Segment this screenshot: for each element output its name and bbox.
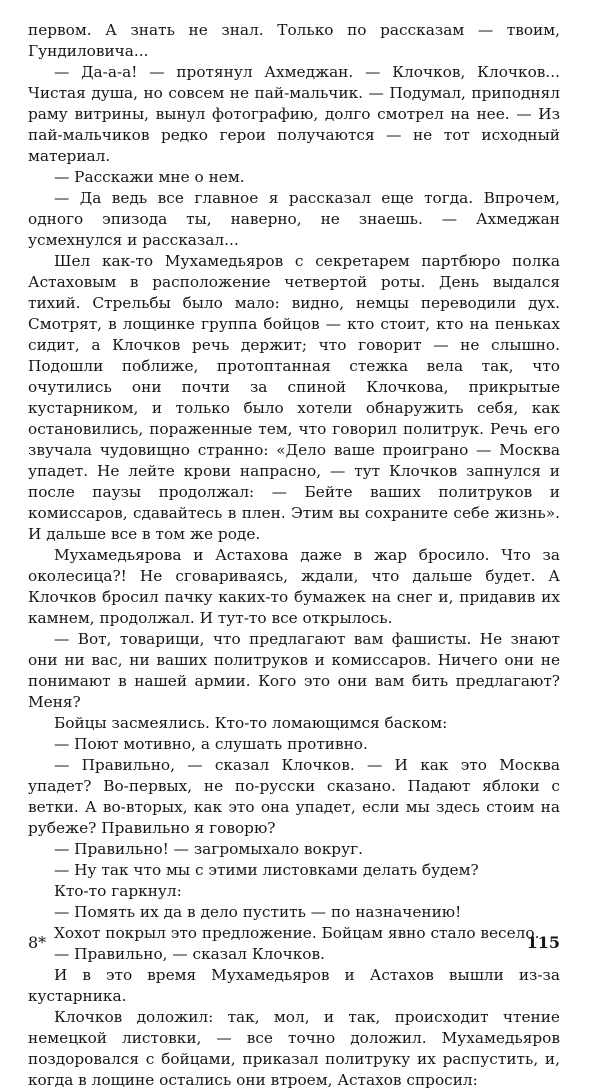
paragraph-6: Мухамедьярова и Астахова даже в жар бросило. Что за околесица?! Не сговариваясь, ждали, что дальше будет. А Клочков бросил пачку каких-то бумажек на снег и, придавив их камнем, продолжал. И тут-то все открылось. <box>28 546 560 627</box>
paragraph-8: Бойцы засмеялись. Кто-то ломающимся баском: <box>54 714 448 732</box>
paragraph-12: — Ну так что мы с этими листовками делать будем? <box>54 861 479 879</box>
paragraph-11: — Правильно! — загромыхало вокруг. <box>54 840 363 858</box>
paragraph-18: Клочков доложил: так, мол, и так, происходит чтение немецкой листовки, — все точно доложил. Мухамедьяров поздоровался с бойцами, приказал политруку их распустить, и, когда в лощине остались они втроем, Астахов спросил: <box>28 1008 560 1089</box>
paragraph-13: Кто-то гаркнул: <box>54 882 182 900</box>
paragraph-15: Хохот покрыл это предложение. Бойцам явно стало весело. <box>54 924 540 942</box>
paragraph-7: — Вот, товарищи, что предлагают вам фашисты. Не знают они ни вас, ни ваших политруков и комиссаров. Ничего они не понимают в нашей армии. Кого это они вам бить предлагают? Меня? <box>28 630 560 711</box>
body-text <box>28 20 560 1091</box>
paragraph-5: Шел как-то Мухамедьяров с секретарем партбюро полка Астаховым в расположение четвертой роты. День выдался тихий. Стрельбы было мало: видно, немцы переводили дух. Смотрят, в лощинке группа бойцов — кто стоит, кто на пеньках сидит, а Клочков речь держит; что говорит — не слышно. Подошли поближе, протоптанная стежка вела так, что очутились они почти за спиной Клочкова, прикрытые кустарником, и только было хотели обнаружить себя, как остановились, пораженные тем, что говорил политрук. Речь его звучала чудовищно странно: «Дело ваше проиграно — Москва упадет. Не лейте крови напрасно, — тут Клочков запнулся и после паузы продолжал: — Бейте ваших политруков и комиссаров, сдавайтесь в плен. Этим вы сохраните себе жизнь». И дальше все в том же роде. <box>28 252 560 543</box>
paragraph-14: — Помять их да в дело пустить — по назначению! <box>54 903 462 921</box>
paragraph-3: — Расскажи мне о нем. <box>54 168 245 186</box>
paragraph-9: — Поют мотивно, а слушать противно. <box>54 735 368 753</box>
paragraph-1: первом. А знать не знал. Только по рассказам — твоим, Гундиловича... <box>28 21 560 60</box>
signature-mark: 8* <box>28 933 47 952</box>
paragraph-4: — Да ведь все главное я рассказал еще тогда. Впрочем, одного эпизода ты, наверно, не знаешь. — Ахмеджан усмехнулся и рассказал... <box>28 189 560 249</box>
page-number: 115 <box>526 933 560 952</box>
paragraph-2: — Да-а-а! — протянул Ахмеджан. — Клочков, Клочков... Чистая душа, но совсем не пай-мальчик. — Подумал, приподнял раму витрины, вынул фотографию, долго смотрел на нее. — Из пай-мальчиков редко герои получаются — не тот исходный материал. <box>28 63 560 165</box>
page-footer <box>28 932 560 956</box>
paragraph-17: И в это время Мухамедьяров и Астахов вышли из-за кустарника. <box>28 966 560 1005</box>
paragraph-16: — Правильно, — сказал Клочков. <box>54 945 325 963</box>
book-page <box>28 20 560 1089</box>
paragraph-10: — Правильно, — сказал Клочков. — И как это Москва упадет? Во-первых, не по-русски сказано. Падают яблоки с ветки. А во-вторых, как это она упадет, если мы здесь стоим на рубеже? Правильно я говорю? <box>28 756 560 837</box>
